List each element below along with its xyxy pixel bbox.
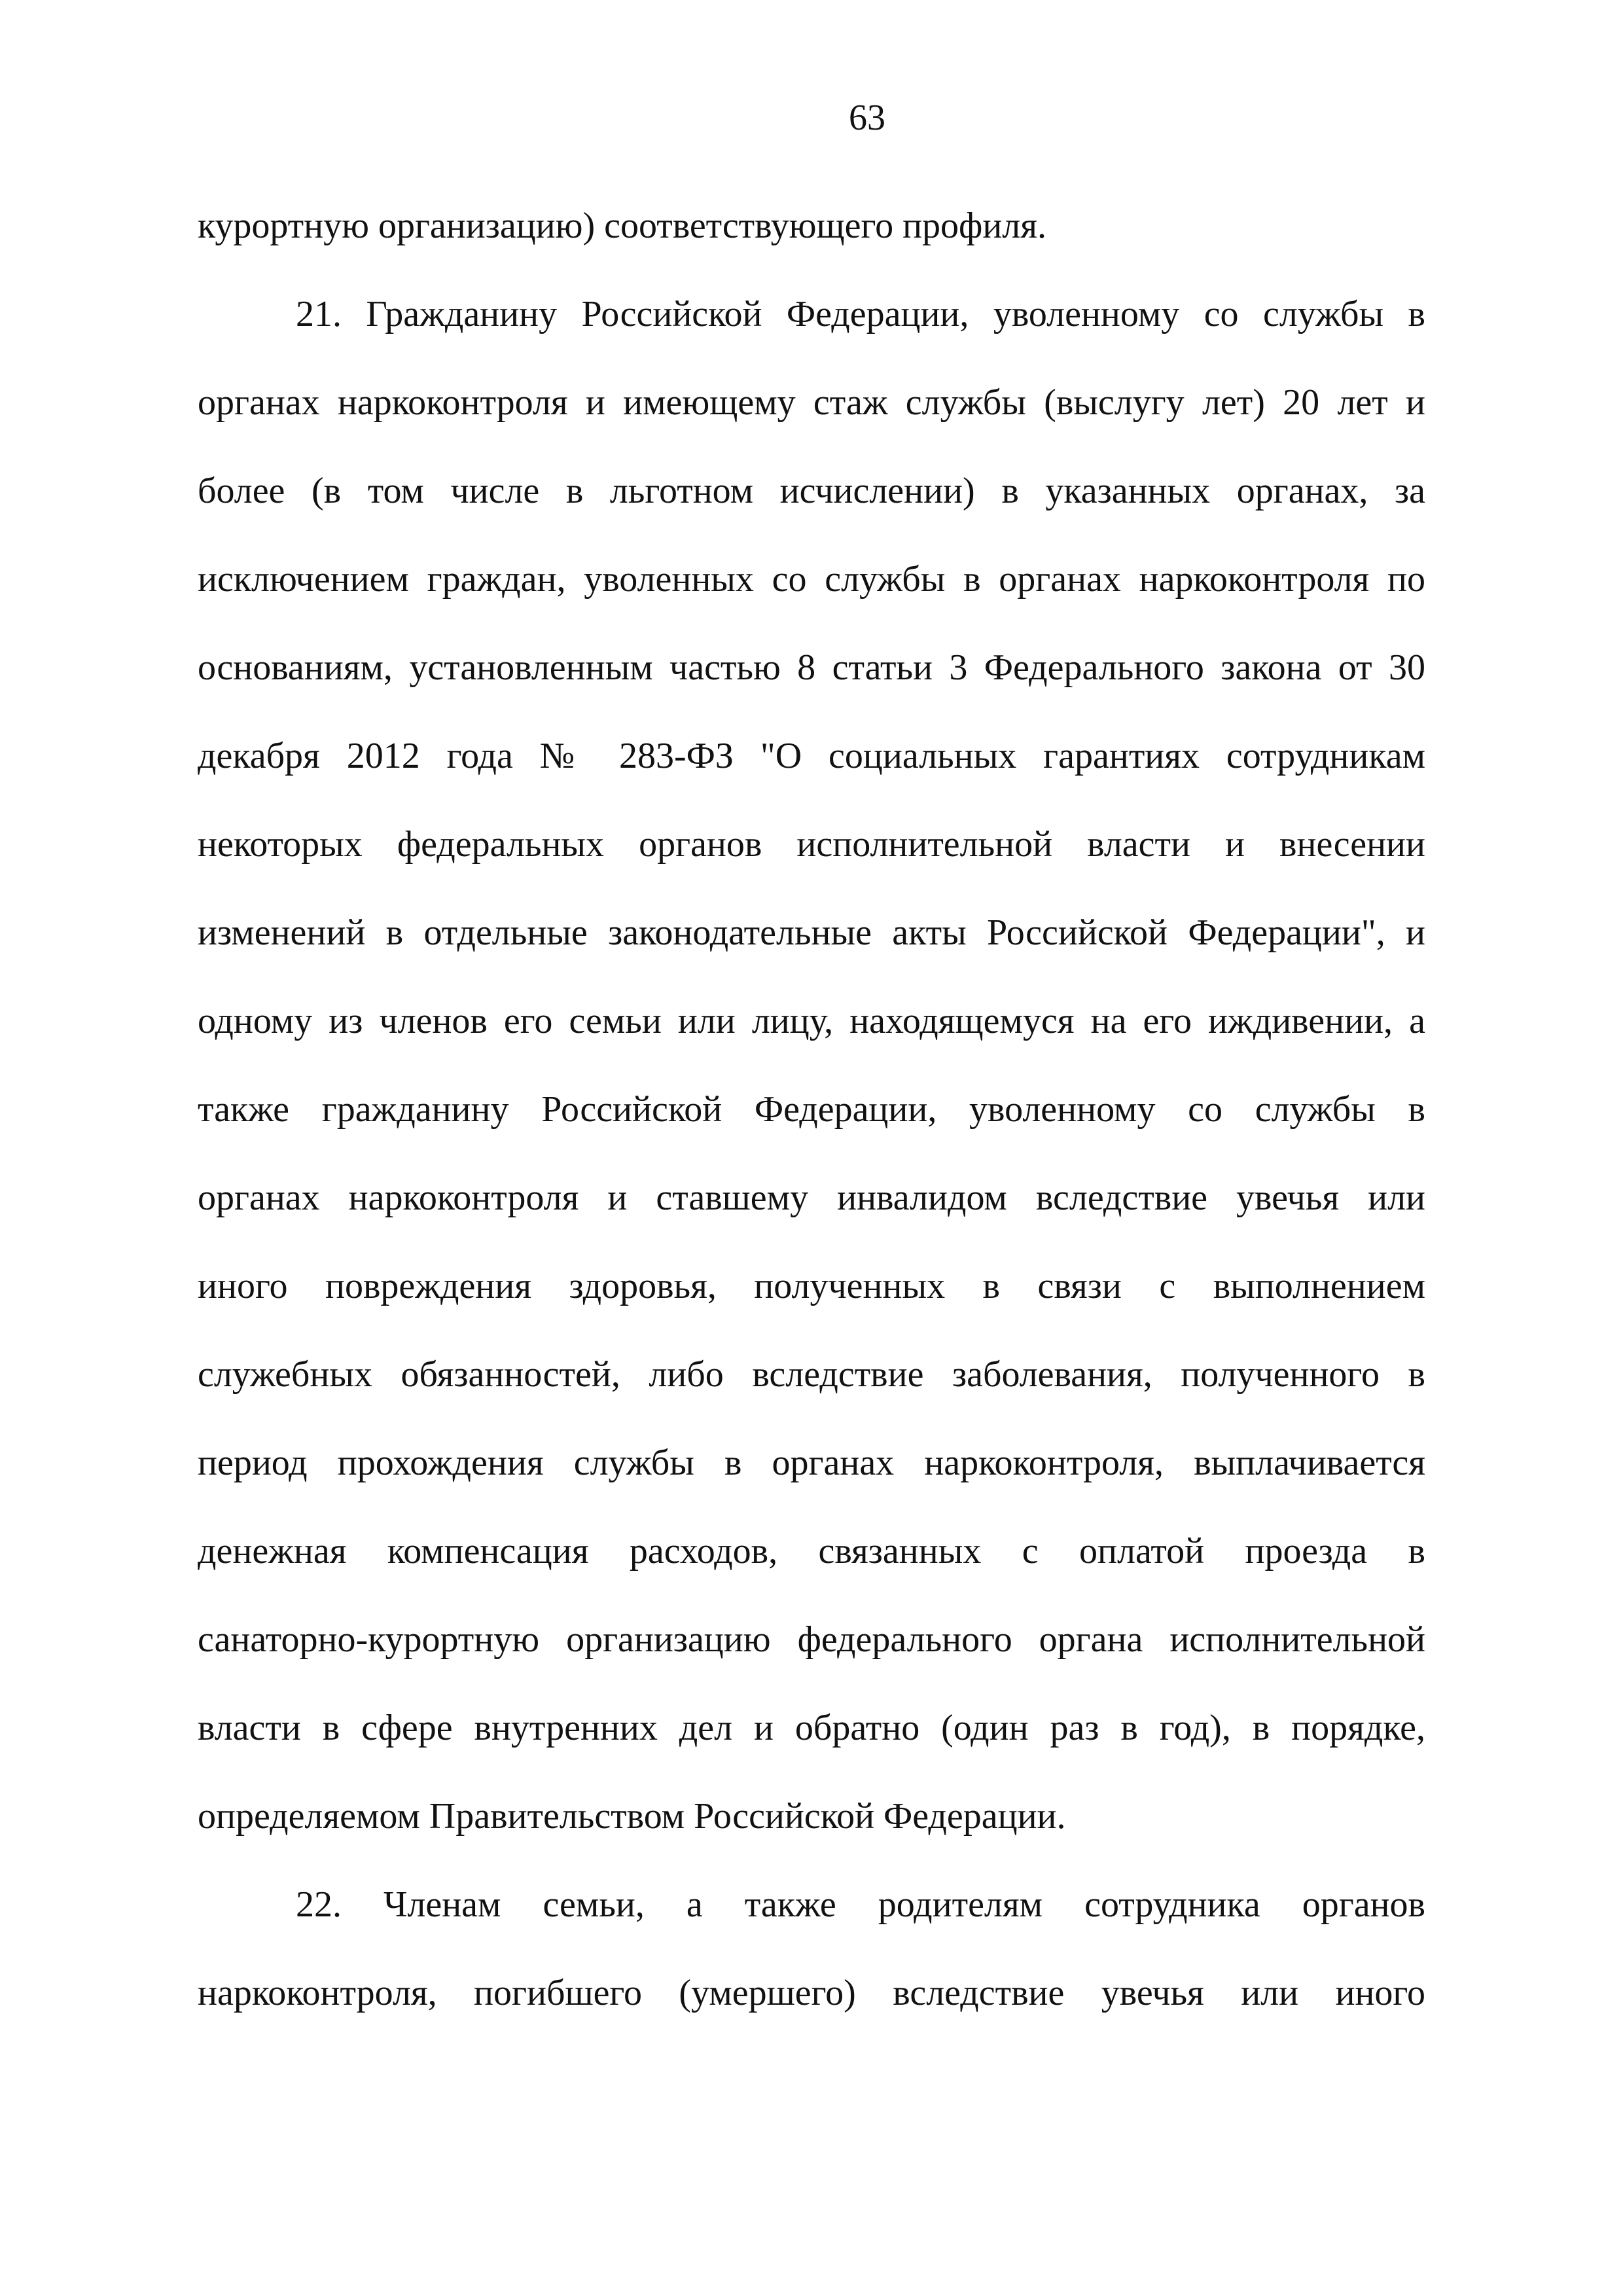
text-line: власти в сфере внутренних дел и обратно (один раз в год), в порядке, (198, 1708, 1425, 1748)
text-line: более (в том числе в льготном исчислении) в указанных органах, за (198, 471, 1425, 511)
text-line: санаторно-курортную организацию федерального органа исполнительной (198, 1619, 1425, 1660)
text-line: наркоконтроля, погибшего (умершего) вследствие увечья или иного (198, 1973, 1425, 2013)
text-line: также гражданину Российской Федерации, уволенному со службы в (198, 1089, 1425, 1130)
text-line: служебных обязанностей, либо вследствие заболевания, полученного в (198, 1354, 1425, 1395)
text-line: курортную организацию) соответствующего профиля. (198, 206, 1046, 246)
paragraph-item-21 (198, 270, 1425, 1861)
text-line: декабря 2012 года № 283-ФЗ "О социальных гарантиях сотрудникам (198, 736, 1425, 776)
text-line: одному из членов его семьи или лицу, находящемуся на его иждивении, а (198, 1001, 1425, 1041)
text-line: 21. Гражданину Российской Федерации, уволенному со службы в (296, 294, 1425, 334)
text-line: изменений в отдельные законодательные акты Российской Федерации", и (198, 912, 1425, 953)
text-line: исключением граждан, уволенных со службы в органах наркоконтроля по (198, 559, 1425, 600)
text-line: иного повреждения здоровья, полученных в связи с выполнением (198, 1266, 1425, 1306)
text-line: органах наркоконтроля и ставшему инвалидом вследствие увечья или (198, 1177, 1425, 1218)
text-line: 22. Членам семьи, а также родителям сотрудника органов (296, 1884, 1425, 1925)
paragraph-continuation (198, 182, 1425, 270)
text-line: основаниям, установленным частью 8 статьи 3 Федерального закона от 30 (198, 647, 1425, 688)
page-number: 63 (849, 98, 885, 138)
text-line: некоторых федеральных органов исполнительной власти и внесении (198, 824, 1425, 865)
text-line: органах наркоконтроля и имеющему стаж службы (выслугу лет) 20 лет и (198, 382, 1425, 423)
text-line: определяемом Правительством Российской Федерации. (198, 1796, 1066, 1837)
paragraph-item-22 (198, 1861, 1425, 2037)
text-line: денежная компенсация расходов, связанных с оплатой проезда в (198, 1531, 1425, 1571)
body-text (198, 182, 1425, 2037)
text-line: период прохождения службы в органах наркоконтроля, выплачивается (198, 1443, 1425, 1483)
